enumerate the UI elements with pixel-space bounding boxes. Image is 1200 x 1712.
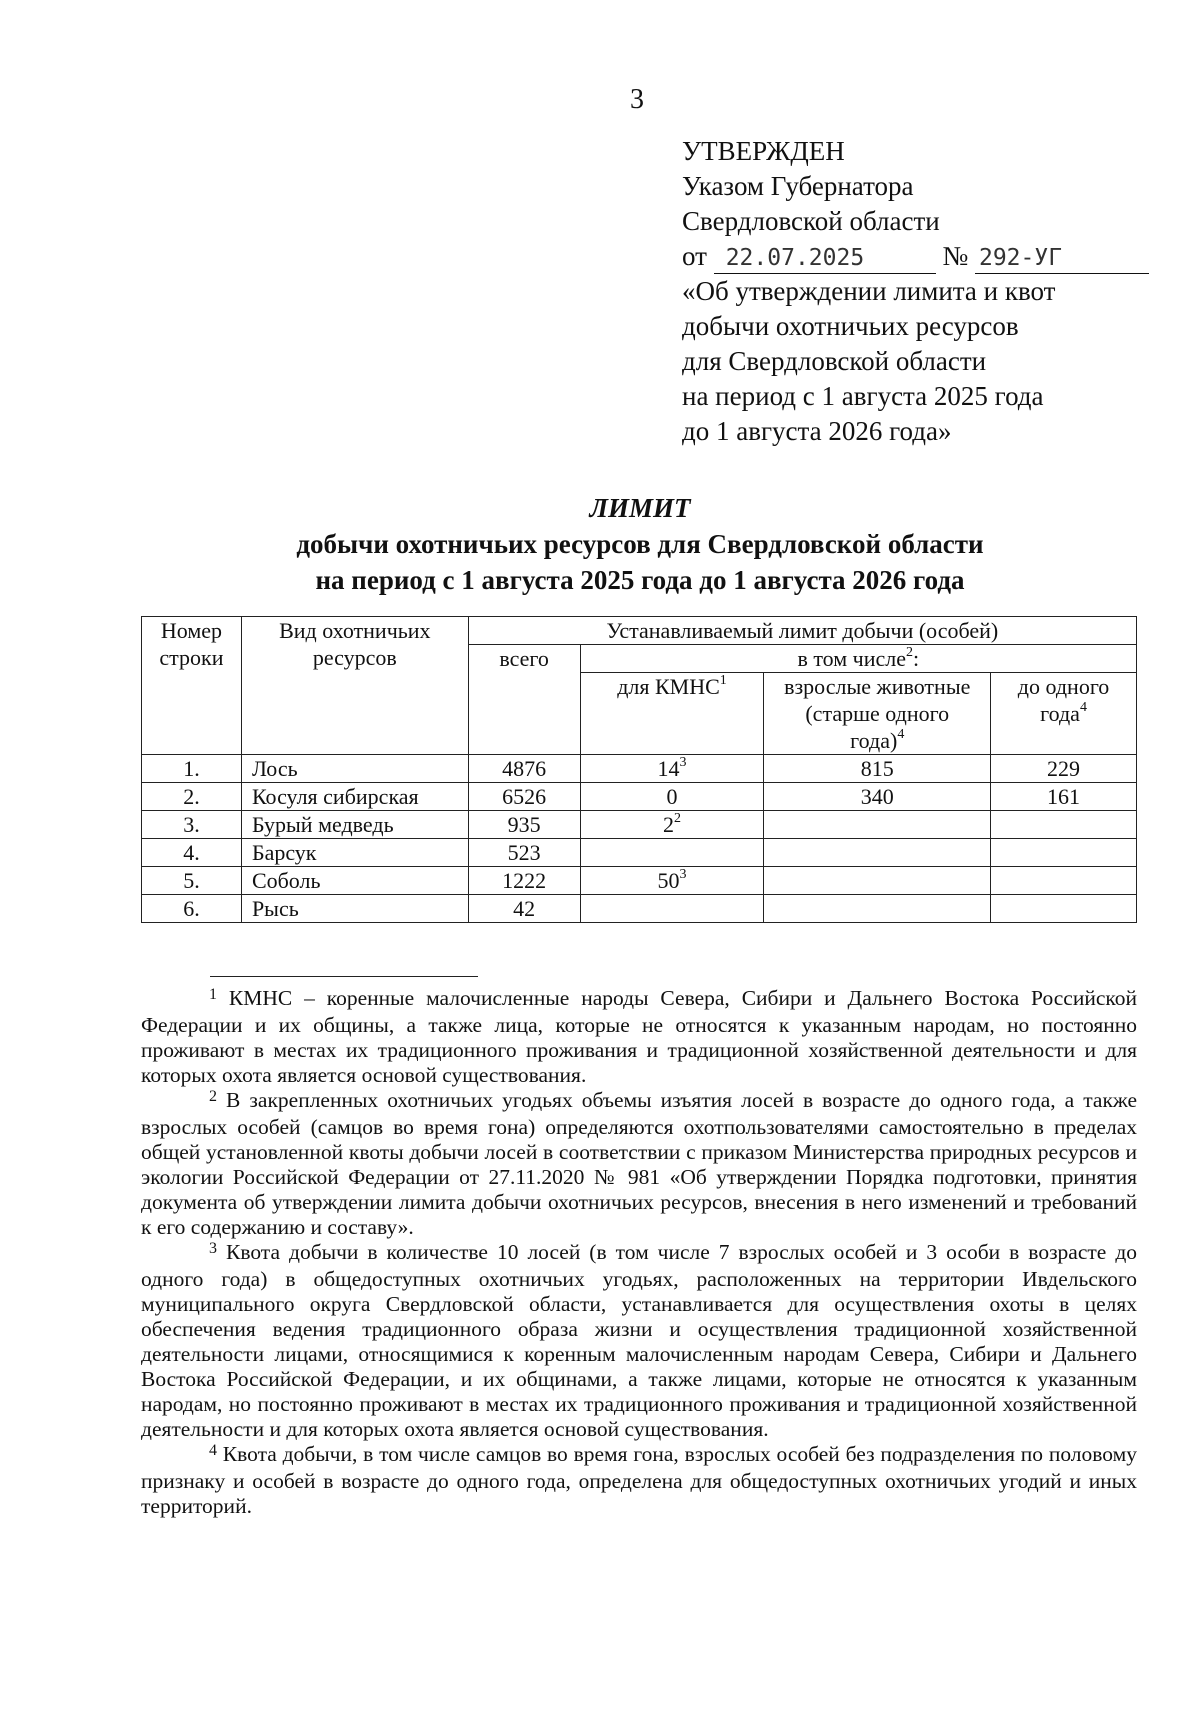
footnote-mark: 1 (209, 986, 217, 1003)
cell-adults (764, 839, 991, 867)
approval-line-2: Свердловской области (682, 206, 940, 236)
document-title (0, 490, 1200, 598)
table-row (142, 811, 1137, 839)
page-number: 3 (630, 84, 644, 115)
title-line-3: на период с 1 августа 2025 года до 1 августа 2026 года (315, 565, 965, 595)
footnote-mark: 2 (209, 1088, 217, 1105)
table-row (142, 895, 1137, 923)
footnote-divider (210, 976, 478, 977)
cell-species: Косуля сибирская (241, 783, 468, 811)
footnote-text: В закрепленных охотничьих угодьях объемы изъятия лосей в возрасте до одного года, а также взрослых особей (самцов во время гона) определяются охотпользователями самостоятельно в пределах общей установленной квоты добычи лосей в соответствии с приказом Министерства природных ресурсов и экологии Российской Федерации от 27.11.2020 № 981 «Об утверждении Порядка подготовки, принятия документа об утверждении лимита добычи охотничьих ресурсов, внесения в него изменений и требований к его содержанию и составу». (141, 1088, 1138, 1239)
cell-young (991, 839, 1137, 867)
footnote-mark: 4 (209, 1442, 217, 1459)
header-kmns: для КМНС$^1$ (580, 673, 764, 755)
header-row-no: Номер строки (142, 617, 242, 755)
footnote-mark: 3 (209, 1240, 217, 1257)
title-main: ЛИМИТ (589, 493, 691, 523)
footnote-text: КМНС – коренные малочисленные народы Севера, Сибири и Дальнего Востока Российской Федерации и их общины, а также лица, которые не относятся к указанным народам, но постоянно проживают в местах их традиционного проживания и традиционной хозяйственной деятельности и для которых охота является основой существования. (141, 986, 1137, 1087)
cell-kmns: 0 (580, 783, 764, 811)
header-including: в том числе$^2$: (580, 645, 1136, 673)
table-row (142, 783, 1137, 811)
cell-total: 935 (468, 811, 580, 839)
decree-title-line-3: для Свердловской области (682, 346, 987, 376)
footnote (141, 1240, 1137, 1442)
date-prefix: от (682, 241, 707, 271)
cell-young (991, 811, 1137, 839)
table-row (142, 867, 1137, 895)
footnote (141, 1442, 1137, 1519)
cell-kmns: $14^3$ (580, 755, 764, 783)
cell-total: 523 (468, 839, 580, 867)
cell-young: 161 (991, 783, 1137, 811)
cell-species: Рысь (241, 895, 468, 923)
cell-adults: 815 (764, 755, 991, 783)
header-limit-group: Устанавливаемый лимит добычи (особей) (468, 617, 1136, 645)
footnote (141, 1088, 1137, 1240)
cell-adults (764, 811, 991, 839)
table-row (142, 755, 1137, 783)
cell-kmns: $50^3$ (580, 867, 764, 895)
header-total: всего (468, 645, 580, 755)
footnote-ref: 2 (673, 810, 681, 826)
approval-line-1: Указом Губернатора (682, 171, 914, 201)
decree-title-line-5: до 1 августа 2026 года» (682, 416, 952, 446)
cell-row-no: 1. (142, 755, 242, 783)
decree-title-line-1: «Об утверждении лимита и квот (682, 276, 1056, 306)
cell-row-no: 4. (142, 839, 242, 867)
approval-date-row (682, 239, 1149, 274)
cell-total: 4876 (468, 755, 580, 783)
cell-row-no: 5. (142, 867, 242, 895)
limit-table (141, 616, 1137, 923)
cell-species: Лось (241, 755, 468, 783)
footnote-text: Квота добычи в количестве 10 лосей (в том числе 7 взрослых особей и 3 особи в возрасте до одного года) в общедоступных охотничьих угодьях, расположенных на территории Ивдельского муниципального округа Свердловской области, устанавливается для осуществления охоты в целях обеспечения ведения традиционного образа жизни и осуществления традиционной хозяйственной деятельности лицами, относящимися к коренным малочисленным народам Севера, Сибири и Дальнего Востока Российской Федерации, и их общинами, а также лицами, которые не относятся к указанным народам, но постоянно проживают в местах их традиционного проживания и традиционной хозяйственной деятельности и для которых охота является основой существования. (141, 1240, 1138, 1441)
cell-kmns: $2^2$ (580, 811, 764, 839)
cell-total: 42 (468, 895, 580, 923)
cell-species: Бурый медведь (241, 811, 468, 839)
cell-species: Барсук (241, 839, 468, 867)
header-adults: взрослые животные (старше одного года)$^4$ (764, 673, 991, 755)
cell-adults (764, 895, 991, 923)
number-prefix: № (942, 241, 969, 271)
cell-species: Соболь (241, 867, 468, 895)
footnotes (141, 986, 1137, 1519)
cell-young: 229 (991, 755, 1137, 783)
cell-total: 1222 (468, 867, 580, 895)
footnote-ref: 3 (679, 754, 687, 770)
decree-title-line-4: на период с 1 августа 2025 года (682, 381, 1044, 411)
cell-adults (764, 867, 991, 895)
cell-total: 6526 (468, 783, 580, 811)
footnote-text: Квота добычи, в том числе самцов во время гона, взрослых особей без подразделения по половому признаку и особей в возрасте до одного года, определена для общедоступных охотничьих угодий и иных территорий. (141, 1442, 1137, 1518)
cell-young (991, 867, 1137, 895)
cell-young (991, 895, 1137, 923)
cell-row-no: 3. (142, 811, 242, 839)
header-species: Вид охотничьих ресурсов (241, 617, 468, 755)
title-line-2: добычи охотничьих ресурсов для Свердловской области (296, 529, 984, 559)
cell-kmns (580, 895, 764, 923)
footnote (141, 986, 1137, 1088)
footnote-ref: 3 (679, 866, 687, 882)
decree-number: 292-УГ (975, 243, 1149, 274)
cell-kmns (580, 839, 764, 867)
table-row (142, 839, 1137, 867)
cell-row-no: 2. (142, 783, 242, 811)
cell-adults: 340 (764, 783, 991, 811)
cell-row-no: 6. (142, 895, 242, 923)
decree-date: 22.07.2025 (714, 243, 936, 274)
approval-block (682, 134, 1149, 449)
header-young: до одного года$^4$ (991, 673, 1137, 755)
approval-stamp: УТВЕРЖДЕН (682, 136, 845, 166)
decree-title-line-2: добычи охотничьих ресурсов (682, 311, 1019, 341)
